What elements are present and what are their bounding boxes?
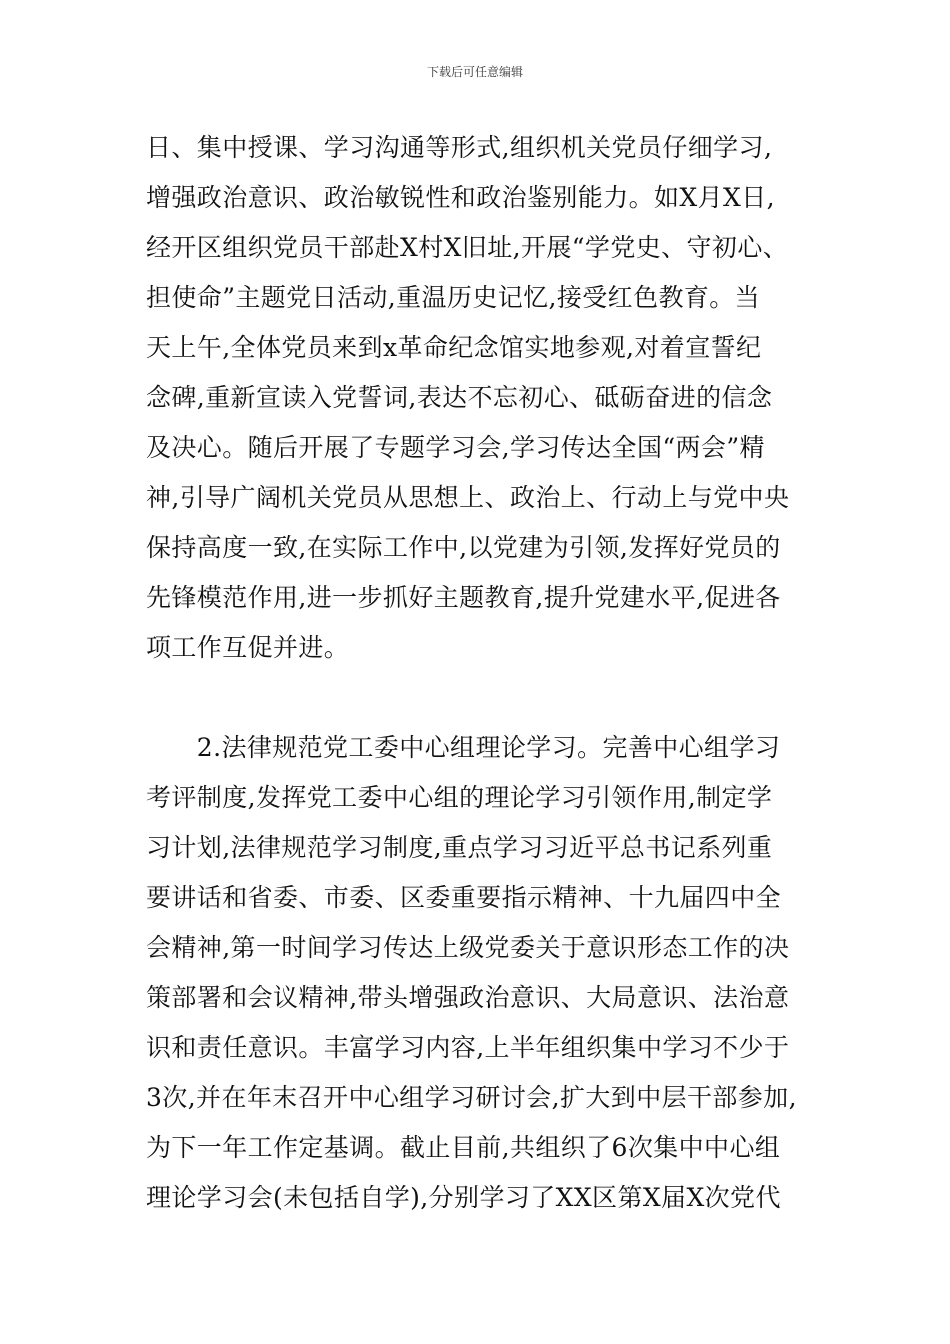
text-line: 项工作互促并进。 — [146, 633, 350, 662]
text-line: 为下一年工作定基调。截止目前,共组织了6次集中中心组 — [146, 1133, 781, 1162]
text-line: 考评制度,发挥党工委中心组的理论学习引领作用,制定学 — [146, 783, 773, 812]
text-line: 策部署和会议精神,带头增强政治意识、大局意识、法治意 — [146, 983, 790, 1012]
text-line: 天上午,全体党员来到x革命纪念馆实地参观,对着宣誓纪 — [146, 333, 762, 362]
text-line: 神,引导广阔机关党员从思想上、政治上、行动上与党中央 — [146, 483, 790, 512]
text-line: 要讲话和省委、市委、区委重要指示精神、十九届四中全 — [146, 883, 782, 912]
text-line: 3次,并在年末召开中心组学习研讨会,扩大到中层干部参加, — [146, 1083, 797, 1112]
text-line: 理论学习会(未包括自学),分别学习了XX区第X届X次党代 — [146, 1183, 781, 1212]
text-line: 经开区组织党员干部赴X村X旧址,开展“学党史、守初心、 — [146, 233, 789, 262]
text-line: 保持高度一致,在实际工作中,以党建为引领,发挥好党员的 — [146, 533, 781, 562]
text-line: 及决心。随后开展了专题学习会,学习传达全国“两会”精 — [146, 433, 765, 462]
text-line: 日、集中授课、学习沟通等形式,组织机关党员仔细学习, — [146, 133, 773, 162]
page-header: 下载后可任意编辑 — [426, 65, 523, 79]
text-line: 先锋模范作用,进一步抓好主题教育,提升党建水平,促进各 — [146, 583, 781, 612]
paragraph-2 — [146, 723, 826, 1223]
text-line: 识和责任意识。丰富学习内容,上半年组织集中学习不少于 — [146, 1033, 790, 1062]
text-line: 念碑,重新宣读入党誓词,表达不忘初心、砥砺奋进的信念 — [146, 383, 773, 412]
text-line: 2.法律规范党工委中心组理论学习。完善中心组学习 — [146, 733, 781, 762]
text-line: 担使命”主题党日活动,重温历史记忆,接受红色教育。当 — [146, 283, 761, 312]
text-line: 习计划,法律规范学习制度,重点学习习近平总书记系列重 — [146, 833, 773, 862]
paragraph-1 — [146, 123, 826, 673]
text-line: 会精神,第一时间学习传达上级党委关于意识形态工作的决 — [146, 933, 790, 962]
text-line: 增强政治意识、政治敏锐性和政治鉴别能力。如X月X日, — [146, 183, 775, 212]
